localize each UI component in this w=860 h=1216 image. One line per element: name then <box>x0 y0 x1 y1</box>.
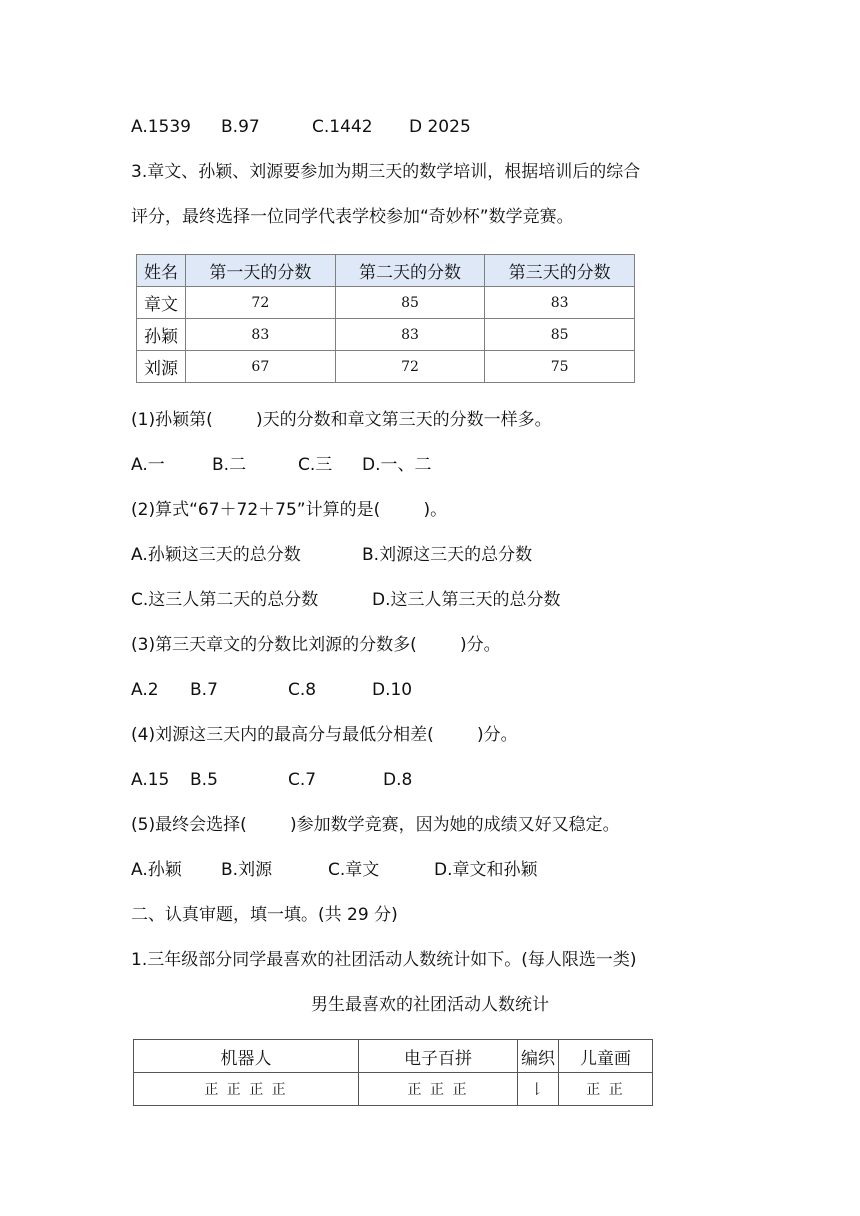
tally-header-painting: 儿童画 <box>559 1040 653 1073</box>
option-a: A.1539 <box>131 117 191 137</box>
tally-robot: 正 正 正 正 <box>134 1073 359 1106</box>
score-cell: 72 <box>335 351 485 383</box>
sub2-question: (2)算式“67＋72＋75”计算的是( )。 <box>131 500 448 520</box>
tally-header-electronics: 电子百拼 <box>359 1040 518 1073</box>
score-cell: 85 <box>335 287 485 319</box>
sub2-option-d: D.这三人第三天的总分数 <box>372 590 561 610</box>
option-c: C.1442 <box>312 117 373 137</box>
section2-heading: 二、认真审题，填一填。(共 29 分) <box>131 905 398 925</box>
sub3-option-c: C.8 <box>288 680 317 700</box>
tally-header-weaving: 编织 <box>518 1040 559 1073</box>
sub1-question: (1)孙颖第( )天的分数和章文第三天的分数一样多。 <box>131 410 552 430</box>
tally-marks-row <box>134 1073 653 1106</box>
sub3-option-a: A.2 <box>131 680 159 700</box>
sub1-option-b: B.二 <box>212 455 247 475</box>
sub4-question: (4)刘源这三天内的最高分与最低分相差( )分。 <box>131 725 518 745</box>
header-day1: 第一天的分数 <box>186 255 336 287</box>
score-cell: 67 <box>186 351 336 383</box>
sub2-option-a: A.孙颖这三天的总分数 <box>131 545 301 565</box>
tally-table <box>133 1039 653 1106</box>
sub4-option-d: D.8 <box>383 770 413 790</box>
header-day2: 第二天的分数 <box>335 255 485 287</box>
sub4-option-c: C.7 <box>288 770 317 790</box>
sub3-question: (3)第三天章文的分数比刘源的分数多( )分。 <box>131 635 501 655</box>
option-b: B.97 <box>221 117 260 137</box>
section2-q1-text: 1.三年级部分同学最喜欢的社团活动人数统计如下。(每人限选一类) <box>131 950 637 970</box>
score-cell: 83 <box>186 319 336 351</box>
sub5-option-b: B.刘源 <box>221 860 273 880</box>
score-table-header <box>137 255 635 287</box>
score-cell: 75 <box>485 351 635 383</box>
table-row <box>137 287 635 319</box>
tally-header-robot: 机器人 <box>134 1040 359 1073</box>
q3-intro-line2: 评分，最终选择一位同学代表学校参加“奇妙杯”数学竞赛。 <box>131 207 574 227</box>
tally-electronics: 正 正 正 <box>359 1073 518 1106</box>
score-table <box>136 254 635 383</box>
table-row <box>137 319 635 351</box>
q3-intro-line1: 3.章文、孙颖、刘源要参加为期三天的数学培训，根据培训后的综合 <box>131 162 641 182</box>
score-cell: 83 <box>485 287 635 319</box>
header-day3: 第三天的分数 <box>485 255 635 287</box>
tally-header-row <box>134 1040 653 1073</box>
sub4-option-a: A.15 <box>131 770 170 790</box>
tally-painting: 正 正 <box>559 1073 653 1106</box>
sub5-question: (5)最终会选择( )参加数学竞赛，因为她的成绩又好又稳定。 <box>131 815 620 835</box>
sub1-option-c: C.三 <box>298 455 333 475</box>
header-name: 姓名 <box>137 255 186 287</box>
table-row <box>137 351 635 383</box>
score-cell: 72 <box>186 287 336 319</box>
sub3-option-d: D.10 <box>372 680 413 700</box>
student-name: 刘源 <box>137 351 186 383</box>
sub5-option-c: C.章文 <box>328 860 380 880</box>
student-name: 章文 <box>137 287 186 319</box>
sub1-option-a: A.一 <box>131 455 165 475</box>
sub4-option-b: B.5 <box>190 770 218 790</box>
score-cell: 85 <box>485 319 635 351</box>
sub5-option-a: A.孙颖 <box>131 860 182 880</box>
sub2-option-b: B.刘源这三天的总分数 <box>362 545 533 565</box>
sub2-option-c: C.这三人第二天的总分数 <box>131 590 319 610</box>
option-d: D 2025 <box>409 117 471 137</box>
sub1-option-d: D.一、二 <box>362 455 432 475</box>
score-cell: 83 <box>335 319 485 351</box>
sub5-option-d: D.章文和孙颖 <box>434 860 538 880</box>
sub3-option-b: B.7 <box>190 680 218 700</box>
tally-caption: 男生最喜欢的社团活动人数统计 <box>311 995 549 1015</box>
tally-weaving: 𠄌 <box>518 1073 559 1106</box>
student-name: 孙颖 <box>137 319 186 351</box>
